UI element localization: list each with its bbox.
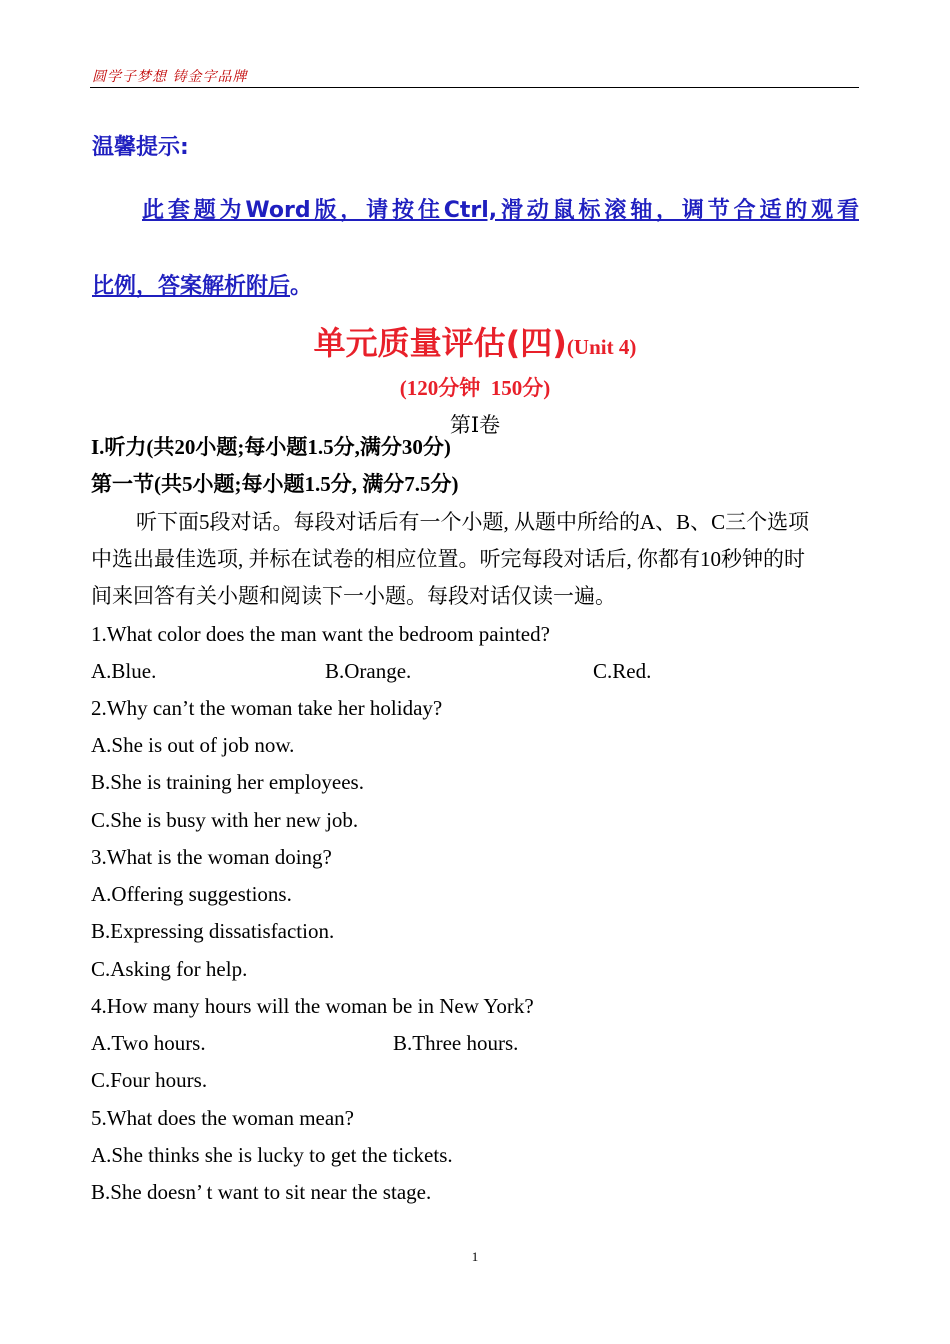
page-number: 1 xyxy=(471,1249,479,1264)
question-option: B.She doesn’ t want to sit near the stage. xyxy=(91,1180,432,1204)
question-option: C.She is busy with her new job. xyxy=(91,808,359,832)
question-option: A.Offering suggestions. xyxy=(91,882,292,906)
instruction-line-3: 间来回答有关小题和阅读下一小题。每段对话仅读一遍。 xyxy=(91,584,616,608)
volume-label: 第Ⅰ卷 xyxy=(449,413,501,437)
question-option: A.Two hours. xyxy=(91,1031,206,1055)
instruction-line-2: 中选出最佳选项, 并标在试卷的相应位置。听完每段对话后, 你都有10秒钟的时 xyxy=(91,547,805,571)
question-stem: 5.What does the woman mean? xyxy=(91,1106,354,1130)
question-option: C.Four hours. xyxy=(91,1068,208,1092)
question-option: B.Three hours. xyxy=(393,1031,519,1055)
question-stem: 4.How many hours will the woman be in New York? xyxy=(91,994,534,1018)
question-option: C.Asking for help. xyxy=(91,957,248,981)
header-slogan: 圆学子梦想 铸金字品牌 xyxy=(92,69,248,85)
question-stem: 2.Why can’t the woman take her holiday? xyxy=(91,696,443,720)
question-option: A.Blue. xyxy=(91,659,157,683)
tip-title: 温馨提示: xyxy=(92,135,189,160)
page-title xyxy=(0,318,950,364)
tip-text-line2-end: 。 xyxy=(290,274,313,299)
page-title-main: 单元质量评估(四) xyxy=(313,324,567,362)
tip-text-line2 xyxy=(92,269,312,300)
question-option: A.She thinks she is lucky to get the tickets. xyxy=(91,1143,453,1167)
question-option: C.Red. xyxy=(593,659,652,683)
time-score-line: (120分钟 150分) xyxy=(399,376,551,400)
section-heading: I.听力(共20小题;每小题1.5分,满分30分) xyxy=(91,435,451,459)
tip-text-line2-underlined: 比例，答案解析附后 xyxy=(92,274,291,299)
header-divider xyxy=(90,87,859,88)
page-title-unit: (Unit 4) xyxy=(566,335,637,359)
question-option: B.She is training her employees. xyxy=(91,770,364,794)
question-option: A.She is out of job now. xyxy=(91,733,295,757)
question-stem: 3.What is the woman doing? xyxy=(91,845,332,869)
question-option: B.Orange. xyxy=(325,659,412,683)
tip-text-line1: 此套题为Word版，请按住Ctrl,滑动鼠标滚轴，调节合适的观看 xyxy=(142,198,859,223)
part-heading: 第一节(共5小题;每小题1.5分, 满分7.5分) xyxy=(91,472,459,496)
question-stem: 1.What color does the man want the bedroom painted? xyxy=(91,622,550,646)
instruction-line-1: 听下面5段对话。每段对话后有一个小题, 从题中所给的A、B、C三个选项 xyxy=(136,510,810,534)
question-option: B.Expressing dissatisfaction. xyxy=(91,919,335,943)
